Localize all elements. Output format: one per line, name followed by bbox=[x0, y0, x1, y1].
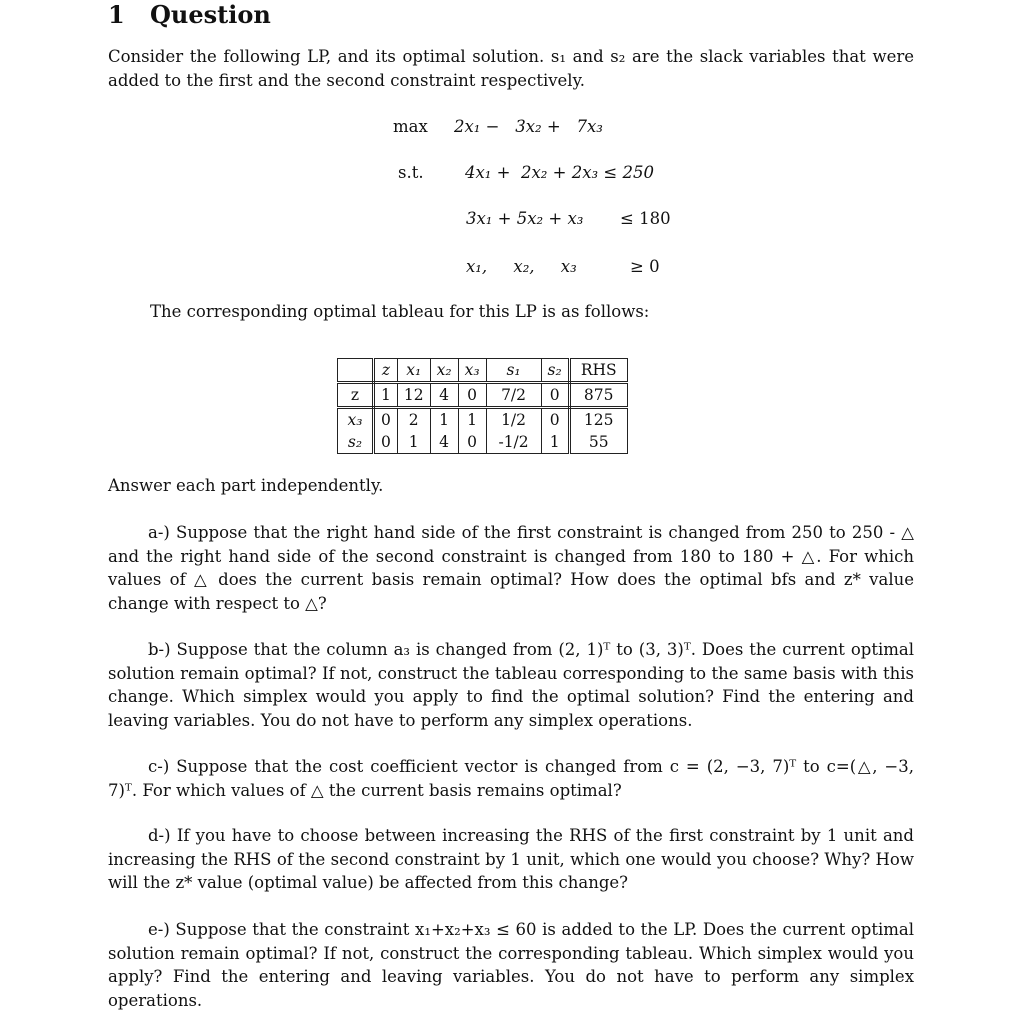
tableau-cell: 1 bbox=[430, 408, 458, 432]
tableau-cell: 125 bbox=[569, 408, 627, 432]
tableau-header-cell: x₁ bbox=[397, 359, 430, 383]
tableau-cell: z bbox=[338, 383, 374, 408]
section-number: 1 bbox=[108, 0, 125, 29]
tableau-cell: 1 bbox=[458, 408, 486, 432]
objective-function: 2x₁ − 3x₂ + 7x₃ bbox=[454, 117, 603, 136]
tableau-cell: 7/2 bbox=[486, 383, 541, 408]
tableau-cell: 12 bbox=[397, 383, 430, 408]
nonnegativity-vars: x₁, x₂, x₃ bbox=[466, 257, 577, 276]
part-c-text: c-) Suppose that the cost coefficient vector is changed from c = (2, −3, 7)ᵀ to c=(△, −3, 7)ᵀ. For which values of △ the current basis remains optimal? bbox=[108, 757, 914, 800]
tableau-row bbox=[338, 383, 628, 408]
tableau-row bbox=[338, 431, 628, 454]
part-d-text: d-) If you have to choose between increasing the RHS of the first constraint by 1 unit and increasing the RHS of the second constraint by 1 unit, which one would you choose? Why? How will the z* value (optimal value) be affected from this change? bbox=[108, 826, 914, 892]
tableau-cell: 875 bbox=[569, 383, 627, 408]
tableau-cell: 4 bbox=[430, 431, 458, 454]
tableau-cell: 2 bbox=[397, 408, 430, 432]
tableau-cell: 1 bbox=[541, 431, 569, 454]
tableau-cell: 0 bbox=[458, 383, 486, 408]
objective-label: max bbox=[393, 117, 428, 136]
tableau-header-row bbox=[338, 359, 628, 383]
tableau-cell: 0 bbox=[541, 408, 569, 432]
tableau-cell: -1/2 bbox=[486, 431, 541, 454]
part-d bbox=[108, 824, 914, 895]
part-a bbox=[108, 521, 914, 615]
tableau-cell: 1 bbox=[374, 383, 398, 408]
part-c bbox=[108, 755, 914, 802]
intro-paragraph: Consider the following LP, and its optimal solution. s₁ and s₂ are the slack variables that were added to the first and the second constraint respectively. bbox=[108, 47, 914, 90]
tableau-cell: 4 bbox=[430, 383, 458, 408]
tableau-cell: x₃ bbox=[338, 408, 374, 432]
constraint-1: 4x₁ + 2x₂ + 2x₃ ≤ 250 bbox=[465, 163, 654, 182]
tableau-cell: 55 bbox=[569, 431, 627, 454]
tableau-cell: 1/2 bbox=[486, 408, 541, 432]
tableau-cell: 0 bbox=[458, 431, 486, 454]
part-b-text: b-) Suppose that the column a₃ is changed from (2, 1)ᵀ to (3, 3)ᵀ. Does the current optimal solution remain optimal? If not, construct the tableau corresponding to the same basis with this change. Which simplex would you apply to find the optimal solution? Find the entering and leaving variables. You do not have to perform any simplex operations. bbox=[108, 640, 914, 730]
answer-note: Answer each part independently. bbox=[108, 476, 384, 495]
tableau-header-cell bbox=[338, 359, 374, 383]
tableau-header-cell: s₁ bbox=[486, 359, 541, 383]
tableau-row bbox=[338, 408, 628, 432]
tableau-header-cell: z bbox=[374, 359, 398, 383]
tableau-header-cell: RHS bbox=[569, 359, 627, 383]
tableau-header-cell: s₂ bbox=[541, 359, 569, 383]
part-e-text: e-) Suppose that the constraint x₁+x₂+x₃ ≤ 60 is added to the LP. Does the current optimal solution remain optimal? If not, construct the corresponding tableau. Which simplex would you apply? Find the entering and leaving variables. You do not have to perform any simplex operations. bbox=[108, 920, 914, 1010]
tableau-header-cell: x₃ bbox=[458, 359, 486, 383]
section-title: Question bbox=[150, 0, 271, 29]
part-a-text: a-) Suppose that the right hand side of the first constraint is changed from 250 to 250 - △ and the right hand side of the second constraint is changed from 180 to 180 + △. For which values of △ does the current basis remain optimal? How does the optimal bfs and z* value change with respect to △? bbox=[108, 523, 914, 613]
constraint-2-lhs: 3x₁ + 5x₂ + x₃ bbox=[466, 209, 584, 228]
subject-to-label: s.t. bbox=[398, 163, 424, 182]
tableau-cell: 0 bbox=[541, 383, 569, 408]
tableau-intro: The corresponding optimal tableau for this LP is as follows: bbox=[150, 302, 650, 321]
tableau-header-cell: x₂ bbox=[430, 359, 458, 383]
optimal-tableau bbox=[337, 358, 628, 454]
nonnegativity-rhs: ≥ 0 bbox=[630, 257, 660, 276]
tableau-cell: 0 bbox=[374, 431, 398, 454]
tableau-cell: 1 bbox=[397, 431, 430, 454]
tableau-cell: 0 bbox=[374, 408, 398, 432]
part-b bbox=[108, 638, 914, 732]
section-heading bbox=[108, 0, 271, 29]
constraint-2-rhs: ≤ 180 bbox=[620, 209, 671, 228]
tableau-cell: s₂ bbox=[338, 431, 374, 454]
part-e bbox=[108, 918, 914, 1012]
